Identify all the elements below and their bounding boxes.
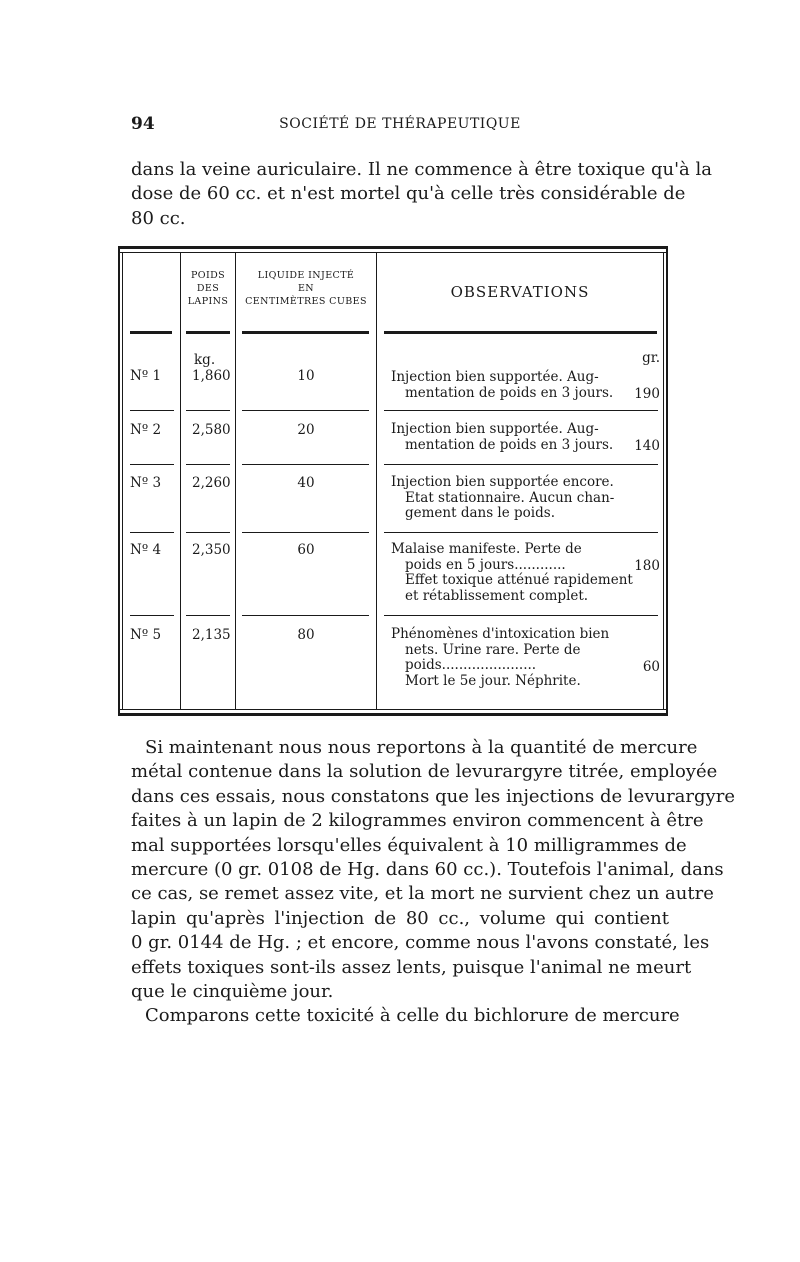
table-rule [180, 252, 181, 710]
row-volume: 10 [297, 368, 315, 384]
obs-line: Phénomènes d'intoxication bien [391, 626, 610, 642]
row-grams: 140 [634, 438, 660, 454]
table-rule [384, 615, 658, 616]
text-line: 0 gr. 0144 de Hg. ; et encore, comme nous l'avons constaté, les [131, 932, 710, 954]
row-grams: 60 [642, 659, 660, 675]
header-line: CENTIMÈTRES CUBES [245, 296, 367, 307]
text-line: ce cas, se remet assez vite, et la mort ne survient chez un autre [131, 883, 714, 905]
page-number: 94 [131, 114, 155, 134]
body-paragraph [131, 736, 735, 1029]
header-liquid [236, 269, 376, 308]
obs-line: mentation de poids en 3 jours. [405, 384, 614, 401]
table-rule [376, 252, 377, 710]
header-weight [181, 269, 235, 308]
table-rule [130, 410, 174, 411]
table-rule [242, 464, 369, 465]
table-rule [242, 331, 369, 334]
table-rule [384, 464, 658, 465]
table-rule [666, 246, 668, 716]
table-rule [122, 252, 123, 710]
text-line: faites à un lapin de 2 kilogrammes environ commencent à être [131, 810, 704, 832]
table-rule [384, 331, 657, 334]
table-rule [384, 410, 658, 411]
table-rule [130, 532, 174, 533]
table-rule [118, 713, 668, 716]
header-observations: OBSERVATIONS [450, 283, 590, 301]
obs-line: Mort le 5e jour. Néphrite. [405, 672, 581, 689]
obs-line: Etat stationnaire. Aucun chan- [405, 489, 615, 506]
row-volume: 20 [297, 422, 315, 438]
intro-paragraph [131, 158, 712, 231]
unit-kg: kg. [194, 352, 216, 368]
table-rule [242, 615, 369, 616]
row-observation [391, 422, 613, 453]
row-observation [391, 475, 614, 522]
row-weight: 2,260 [192, 475, 231, 491]
running-title: SOCIÉTÉ DE THÉRAPEUTIQUE [279, 116, 521, 132]
obs-line: Injection bien supportée encore. [391, 474, 614, 490]
row-volume: 60 [297, 542, 315, 558]
header-line: LIQUIDE INJECTÉ [257, 270, 355, 281]
table-rule [384, 532, 658, 533]
text-line: que le cinquième jour. [131, 981, 334, 1003]
table-rule [186, 464, 230, 465]
page-header [131, 114, 669, 136]
row-volume: 80 [297, 627, 315, 643]
table-rule [118, 246, 120, 716]
results-table [118, 246, 668, 716]
table-rule [130, 615, 174, 616]
text-line: lapin qu'après l'injection de 80 cc., volume qui contient [131, 907, 669, 929]
table-rule [186, 410, 230, 411]
table-rule [130, 331, 172, 334]
header-line: EN [297, 283, 315, 294]
obs-line: et rétablissement complet. [405, 587, 589, 604]
row-label: Nº 3 [130, 475, 162, 491]
row-label: Nº 2 [130, 422, 162, 438]
obs-line: Injection bien supportée. Aug- [391, 421, 599, 437]
text-line: 80 cc. [131, 207, 186, 229]
obs-line: Effet toxique atténué rapidement [405, 572, 633, 589]
obs-line: nets. Urine rare. Perte de [405, 641, 581, 658]
row-grams: 180 [634, 558, 660, 574]
row-observation [391, 370, 613, 401]
header-line: DES [196, 283, 220, 294]
row-weight: 2,580 [192, 422, 231, 438]
table-rule [242, 410, 369, 411]
unit-grams: gr. [642, 350, 660, 366]
text-line: Si maintenant nous nous reportons à la quantité de mercure [145, 737, 698, 758]
obs-line: mentation de poids en 3 jours. [405, 436, 614, 453]
text-line: mercure (0 gr. 0108 de Hg. dans 60 cc.). Toutefois l'animal, dans [131, 859, 724, 881]
table-rule [663, 252, 664, 710]
table-rule [186, 532, 230, 533]
row-label: Nº 5 [130, 627, 162, 643]
row-grams: 190 [634, 386, 660, 402]
row-volume: 40 [297, 475, 315, 491]
text-line: métal contenue dans la solution de levurargyre titrée, employée [131, 761, 718, 783]
obs-line: Malaise manifeste. Perte de [391, 541, 582, 557]
text-line: effets toxiques sont-ils assez lents, puisque l'animal ne meurt [131, 956, 692, 978]
text-line: dose de 60 cc. et n'est mortel qu'à celle très considérable de [131, 183, 686, 205]
table-rule [118, 252, 668, 253]
row-label: Nº 4 [130, 542, 162, 558]
obs-line: poids...................... [405, 657, 537, 674]
row-weight: 1,860 [192, 368, 231, 384]
obs-line: Injection bien supportée. Aug- [391, 369, 599, 385]
row-weight: 2,135 [192, 627, 231, 643]
table-rule [118, 246, 668, 249]
table-rule [186, 331, 230, 334]
header-line: POIDS [190, 270, 226, 281]
text-line: dans la veine auriculaire. Il ne commence à être toxique qu'à la [131, 159, 712, 180]
text-line: mal supportées lorsqu'elles équivalent à 10 milligrammes de [131, 834, 687, 856]
table-rule [130, 464, 174, 465]
table-rule [186, 615, 230, 616]
header-line: LAPINS [187, 296, 229, 307]
obs-line: poids en 5 jours............ [405, 556, 566, 573]
row-weight: 2,350 [192, 542, 231, 558]
text-line: dans ces essais, nous constatons que les injections de levurargyre [131, 785, 735, 807]
row-observation [391, 542, 633, 604]
row-label: Nº 1 [130, 368, 162, 384]
row-observation [391, 627, 609, 689]
table-rule [242, 532, 369, 533]
text-line: Comparons cette toxicité à celle du bichlorure de mercure [145, 1005, 680, 1027]
obs-line: gement dans le poids. [405, 505, 555, 522]
table-rule [118, 709, 668, 710]
